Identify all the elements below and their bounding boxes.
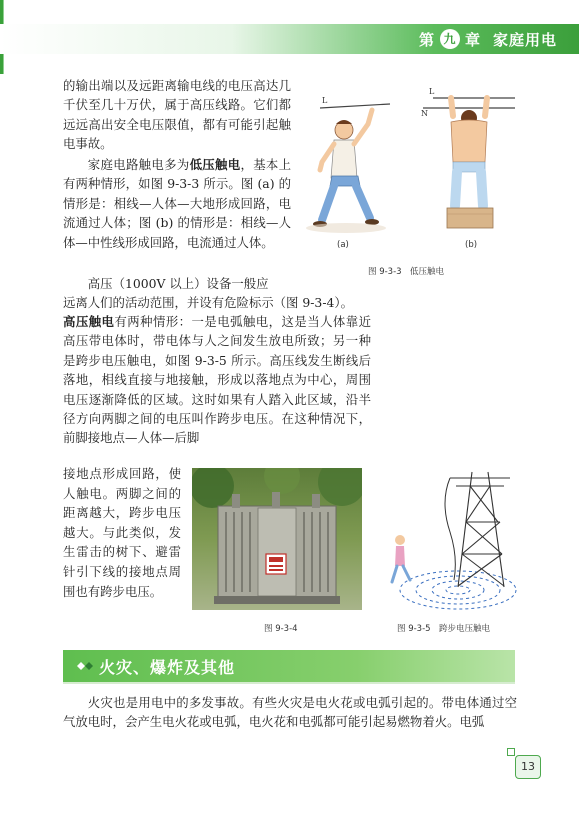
figure-933b-illustration	[415, 84, 520, 239]
chapter-suffix: 章	[464, 30, 481, 49]
paragraph-6: 火灾也是用电中的多发事故。有些火灾是电火花或电弧引起的。带电体通过空气放电时，会产生电火花或电弧，电火花和电弧都可能引起易燃物着火。电弧	[63, 695, 517, 730]
line-label-L-b: L	[429, 87, 435, 96]
figure-933a-label: (a)	[337, 240, 349, 250]
line-label-N: N	[421, 109, 428, 118]
paragraph-3-line-2: 远离人们的活动范围，并设有危险标示（图 9-3-4）。	[63, 295, 353, 310]
section-title: 火灾、爆炸及其他	[99, 658, 236, 677]
chapter-header	[419, 27, 557, 51]
diamond-bullet-icon	[72, 658, 94, 674]
term-low-voltage-shock: 低压触电	[189, 157, 241, 172]
paragraph-1: 的输出端以及远距离输电线的电压高达几千伏至几十万伏，属于高压线路。它们都远远高出安全电压限值，都有可能引起触电事故。	[63, 78, 291, 152]
chapter-prefix: 第	[418, 30, 435, 49]
term-high-voltage-shock: 高压触电	[63, 314, 115, 329]
page-number: 13	[515, 755, 541, 779]
paragraph-2-body: ，基本上有两种情形，如图 9-3-3 所示。图 (a) 的情形是：相线—人体—大地形成回路，电流通过人体；图 (b) 的情形是：相线—人体—中性线形成回路，电流通过人体。	[63, 157, 292, 250]
figure-935-caption: 图 9-3-5 跨步电压触电	[397, 624, 491, 634]
figure-933-caption: 图 9-3-3 低压触电	[368, 267, 445, 277]
figure-933b-label: (b)	[465, 240, 478, 250]
paragraph-3-line-1: 高压（1000V 以上）设备一般应	[87, 276, 269, 291]
line-label-L-a: L	[322, 96, 328, 105]
paragraph-2	[63, 155, 291, 252]
section-heading-underline	[63, 682, 515, 684]
section-heading	[63, 650, 515, 682]
chapter-number-badge: 九	[440, 29, 460, 49]
paragraph-5: 接地点形成回路，使人触电。两脚之间的距离越大，跨步电压越大。与此类似，发生雷击的树下、避雷针引下线的接地点周围也有跨步电压。	[63, 466, 181, 599]
paragraph-4	[63, 312, 371, 448]
chapter-title: 家庭用电	[492, 30, 557, 49]
figure-934-caption: 图 9-3-4	[264, 624, 298, 634]
paragraph-4-body: 有两种情形：一是电弧触电，这是当人体靠近高压带电体时，带电体与人之间发生放电所致；另一种是跨步电压触电，如图 9-3-5 所示。高压线发生断线后落地，相线直接与地接触，形成以落地点为中心，周围电压逐渐降低的区域。这时如果有人踏入此区域，沿半径方向两脚之间的电压叫作跨步电压。在这种情况下，前脚接地点—人体—后脚	[63, 314, 372, 446]
figure-934-transformer-photo	[192, 468, 362, 610]
paragraph-2-lead: 家庭电路触电多为	[87, 157, 190, 172]
page-number-ornament	[507, 748, 515, 756]
figure-935-step-voltage	[380, 462, 520, 612]
figure-933a-illustration	[300, 90, 400, 240]
